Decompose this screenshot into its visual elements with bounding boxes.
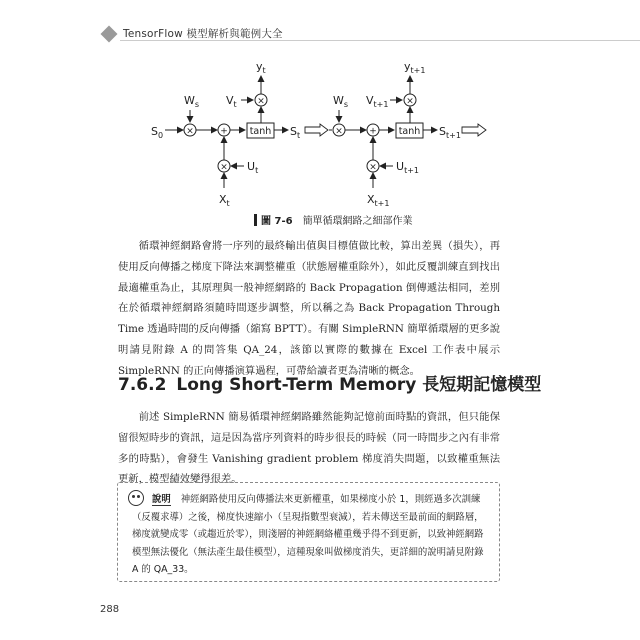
mul-symbol: × xyxy=(406,96,414,107)
note-box xyxy=(117,482,500,582)
section-heading xyxy=(118,370,541,395)
owl-note-icon xyxy=(128,490,144,506)
running-header-title: TensorFlow 模型解析與範例大全 xyxy=(123,28,283,40)
section-number: 7.6.2 xyxy=(118,375,167,395)
ut-label-1: $U_t$ xyxy=(247,160,259,175)
tanh-label-1: tanh xyxy=(249,126,272,137)
figure-caption xyxy=(254,212,413,227)
s0-label: $S_0$ xyxy=(151,125,164,140)
vt-label-1: $V_t$ xyxy=(226,94,237,109)
xt-label-2: $X_{t+1}$ xyxy=(367,193,390,208)
vt-label-2: $V_{t+1}$ xyxy=(366,94,389,109)
add-symbol: + xyxy=(220,126,228,137)
note-label: 說明 xyxy=(152,494,171,505)
xt-label-1: $X_t$ xyxy=(219,193,230,208)
add-symbol: + xyxy=(369,126,377,137)
body-paragraph-1: 循環神經網路會將一序列的最終輸出值與目標值做比較，算出差異（損失），再使用反向傳播之梯度下降法來調整權重（狀態層權重除外），如此反覆訓練直到找出最適權重為止，其原理與一般神經網路的 Back Propagation 倒傳遞法相同，差別在於循環神經網路須隨時間逐步調整，所以稱之為 Back Propagation Through Time 透過時間的反向傳播（縮寫 BPTT）。有關 SimpleRNN 簡單循環層的更多說明請見附錄 A 的問答集 QA_24，該節以實際的數據在 Excel 工作表中展示 SimpleRNN 的正向傳播演算過程，可帶給讀者更為清晰的概念。 xyxy=(118,240,500,377)
section-title: Long Short-Term Memory 長短期記憶模型 xyxy=(176,375,542,395)
caption-number: 圖 7-6 xyxy=(261,216,293,227)
mul-symbol: × xyxy=(335,126,343,137)
body-paragraph-2: 前述 SimpleRNN 簡易循環神經網路雖然能夠記憶前面時點的資訊，但只能保留很短時步的資訊，這是因為當序列資料的時步很長的時候（同一時間步之內有非常多的時點），會發生 Vanishing gradient problem 梯度消失問題，以致權重無法更新，模型績效變得很差。 xyxy=(118,411,500,486)
st-hollow-arrow-1 xyxy=(305,124,328,136)
st-hollow-arrow-2 xyxy=(462,124,486,136)
tanh-label-2: tanh xyxy=(398,126,421,137)
caption-title: 簡單循環網路之細部作業 xyxy=(302,216,413,227)
page-number: 288 xyxy=(100,604,120,615)
st-label-1: $S_t$ xyxy=(290,125,301,140)
caption-bar xyxy=(254,214,257,226)
body-paragraph-1-block xyxy=(118,236,500,382)
rnn-diagram xyxy=(0,0,640,230)
mul-symbol: × xyxy=(186,126,194,137)
mul-symbol: × xyxy=(220,162,228,173)
ws-label-1: $W_s$ xyxy=(184,94,200,109)
yt-label-2: $y_{t+1}$ xyxy=(404,60,426,75)
note-body xyxy=(132,491,489,579)
st-label-2: $S_{t+1}$ xyxy=(439,125,461,140)
yt-label-1: $y_t$ xyxy=(256,60,266,75)
body-paragraph-2-block xyxy=(118,407,500,490)
ws-label-2: $W_s$ xyxy=(333,94,349,109)
note-text: 神經網路使用反向傳播法來更新權重，如果梯度小於 1，則經過多次訓練（反覆求導）之後，梯度快速縮小（呈現指數型衰減），若未傳送至最前面的網路層，梯度就變成零（或趨近於零），則淺層的神經網絡權重幾乎得不到更新，以致神經網路模型無法優化（無法產生最佳模型），這種現象叫做梯度消失，更詳細的說明請見附錄 A 的 QA_33。 xyxy=(132,494,484,575)
ut-label-2: $U_{t+1}$ xyxy=(396,160,419,175)
mul-symbol: × xyxy=(257,96,265,107)
mul-symbol: × xyxy=(369,162,377,173)
